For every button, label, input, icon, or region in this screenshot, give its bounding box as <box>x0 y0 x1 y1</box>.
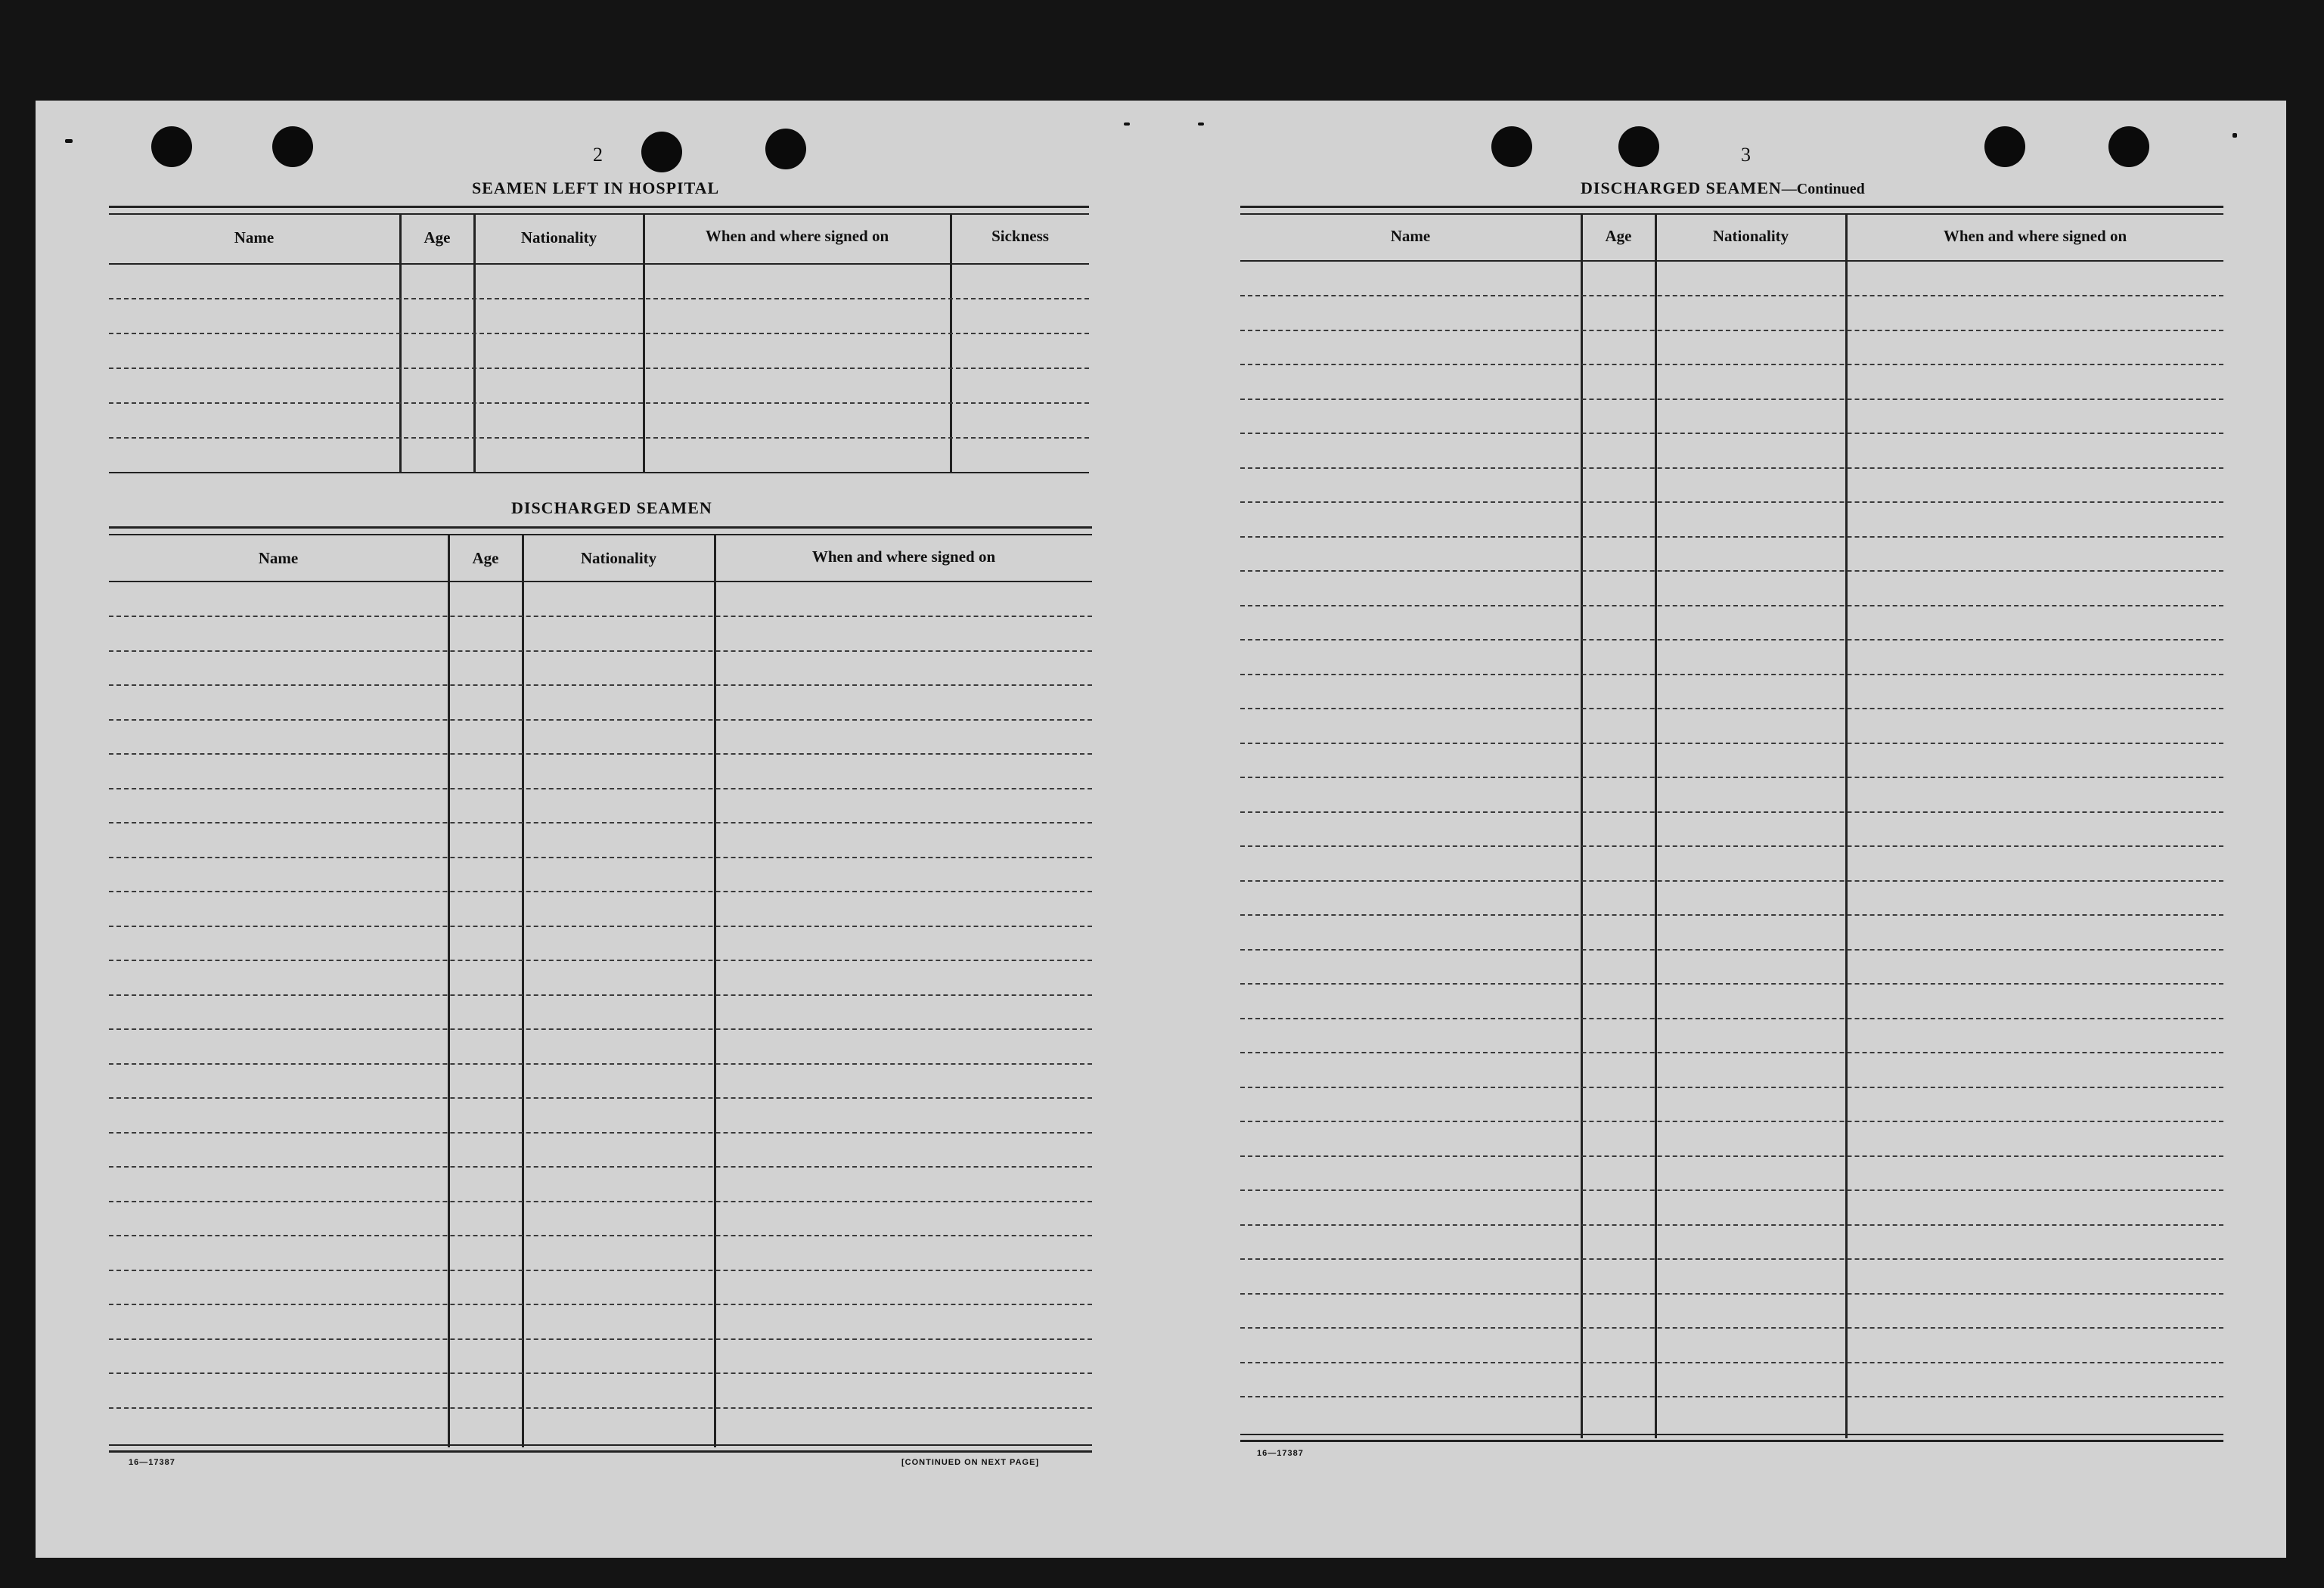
form-number-right: 16—17387 <box>1257 1449 1304 1458</box>
table-row <box>1240 1087 2223 1088</box>
column-divider <box>448 535 450 1447</box>
table-row <box>1240 1258 2223 1260</box>
discharged-continued-title-suffix: —Continued <box>1781 181 1865 197</box>
paper-speck <box>1198 123 1204 126</box>
table-row <box>109 822 1092 823</box>
column-divider <box>643 215 645 473</box>
table-row <box>1240 1224 2223 1226</box>
table-row <box>1240 295 2223 296</box>
table-row <box>1240 1052 2223 1053</box>
table-row <box>1240 1396 2223 1397</box>
table-row <box>109 1338 1092 1340</box>
table-row <box>1240 570 2223 572</box>
table-top-rule <box>109 213 1089 215</box>
table-row <box>109 684 1092 686</box>
column-header-signed-on: When and where signed on <box>811 547 996 566</box>
column-header-nationality: Nationality <box>580 549 657 567</box>
table-bottom-rule <box>109 472 1089 473</box>
table-row <box>1240 811 2223 813</box>
punch-hole <box>765 129 806 169</box>
table-row <box>109 1235 1092 1236</box>
table-row <box>1240 1327 2223 1329</box>
table-row <box>1240 536 2223 538</box>
header-bottom-rule <box>109 581 1092 582</box>
table-row <box>109 402 1089 404</box>
table-row <box>1240 983 2223 985</box>
table-bottom-rule <box>109 1444 1092 1446</box>
discharged-continued-title <box>1581 178 1865 198</box>
table-row <box>1240 1362 2223 1363</box>
punch-hole <box>1618 126 1659 167</box>
table-bottom-rule <box>1240 1434 2223 1435</box>
hospital-table <box>109 206 1089 478</box>
table-row <box>109 891 1092 892</box>
column-divider <box>399 215 402 473</box>
table-row <box>109 1201 1092 1202</box>
table-row <box>109 753 1092 755</box>
column-header-age: Age <box>424 228 451 247</box>
table-row <box>109 994 1092 996</box>
table-row <box>1240 914 2223 916</box>
table-row <box>109 1166 1092 1168</box>
table-bottom-rule <box>1240 1440 2223 1442</box>
table-row <box>1240 330 2223 331</box>
table-row <box>109 1407 1092 1409</box>
discharged-table-left <box>109 526 1092 1456</box>
table-row <box>109 1372 1092 1374</box>
column-header-signed-on: When and where signed on <box>705 227 889 245</box>
table-row <box>1240 1155 2223 1157</box>
table-bottom-rule <box>109 1450 1092 1453</box>
column-divider <box>522 535 524 1447</box>
paper-speck <box>1124 123 1130 126</box>
punch-hole <box>641 132 682 172</box>
table-row <box>109 437 1089 439</box>
punch-hole <box>2108 126 2149 167</box>
column-divider <box>950 215 952 473</box>
table-row <box>1240 1018 2223 1019</box>
punch-hole <box>272 126 313 167</box>
table-row <box>109 1132 1092 1134</box>
column-header-nationality: Nationality <box>1712 227 1789 245</box>
page-number-right: 3 <box>1741 144 1751 166</box>
punch-hole <box>151 126 192 167</box>
header-bottom-rule <box>1240 260 2223 262</box>
table-row <box>109 1097 1092 1099</box>
continued-note: [CONTINUED ON NEXT PAGE] <box>901 1458 1040 1467</box>
column-header-name: Name <box>258 549 299 567</box>
table-row <box>1240 364 2223 365</box>
page-number-left: 2 <box>593 144 603 166</box>
column-header-nationality: Nationality <box>520 228 597 247</box>
table-row <box>1240 1189 2223 1191</box>
discharged-table-right <box>1240 206 2223 1446</box>
table-row <box>1240 880 2223 882</box>
table-row <box>109 960 1092 961</box>
table-row <box>1240 1121 2223 1122</box>
column-header-signed-on: When and where signed on <box>1943 227 2127 245</box>
table-top-rule <box>109 534 1092 535</box>
table-row <box>109 926 1092 927</box>
table-row <box>109 1304 1092 1305</box>
table-top-rule <box>1240 213 2223 215</box>
column-header-name: Name <box>1390 227 1431 245</box>
paper-speck <box>2232 133 2237 138</box>
table-row <box>1240 845 2223 847</box>
table-top-rule <box>1240 206 2223 208</box>
table-row <box>109 616 1092 617</box>
discharged-section-title: DISCHARGED SEAMEN <box>511 498 712 517</box>
table-row <box>1240 674 2223 675</box>
table-row <box>1240 1293 2223 1295</box>
paper-speck <box>65 139 73 143</box>
table-row <box>109 857 1092 858</box>
discharged-continued-title-main: DISCHARGED SEAMEN <box>1581 178 1782 197</box>
table-row <box>1240 949 2223 951</box>
table-row <box>1240 433 2223 434</box>
table-row <box>1240 743 2223 744</box>
column-header-sickness: Sickness <box>991 227 1049 245</box>
column-divider <box>473 215 476 473</box>
column-header-age: Age <box>472 549 499 567</box>
table-row <box>109 333 1089 334</box>
column-divider <box>714 535 716 1447</box>
header-bottom-rule <box>109 263 1089 265</box>
punch-hole <box>1491 126 1532 167</box>
table-row <box>109 650 1092 652</box>
form-number-left: 16—17387 <box>129 1458 175 1467</box>
table-row <box>1240 399 2223 400</box>
table-row <box>109 788 1092 789</box>
table-row <box>1240 501 2223 503</box>
table-row <box>109 719 1092 721</box>
table-row <box>1240 605 2223 606</box>
table-row <box>1240 639 2223 640</box>
table-row <box>109 1028 1092 1030</box>
column-header-age: Age <box>1605 227 1632 245</box>
table-row <box>1240 708 2223 709</box>
table-row <box>109 1270 1092 1271</box>
table-row <box>1240 777 2223 778</box>
column-header-name: Name <box>234 228 275 247</box>
table-top-rule <box>109 206 1089 208</box>
table-row <box>109 1063 1092 1065</box>
hospital-section-title: SEAMEN LEFT IN HOSPITAL <box>472 178 720 197</box>
table-top-rule <box>109 526 1092 529</box>
table-row <box>109 368 1089 369</box>
punch-hole <box>1984 126 2025 167</box>
table-row <box>109 298 1089 299</box>
table-row <box>1240 467 2223 469</box>
